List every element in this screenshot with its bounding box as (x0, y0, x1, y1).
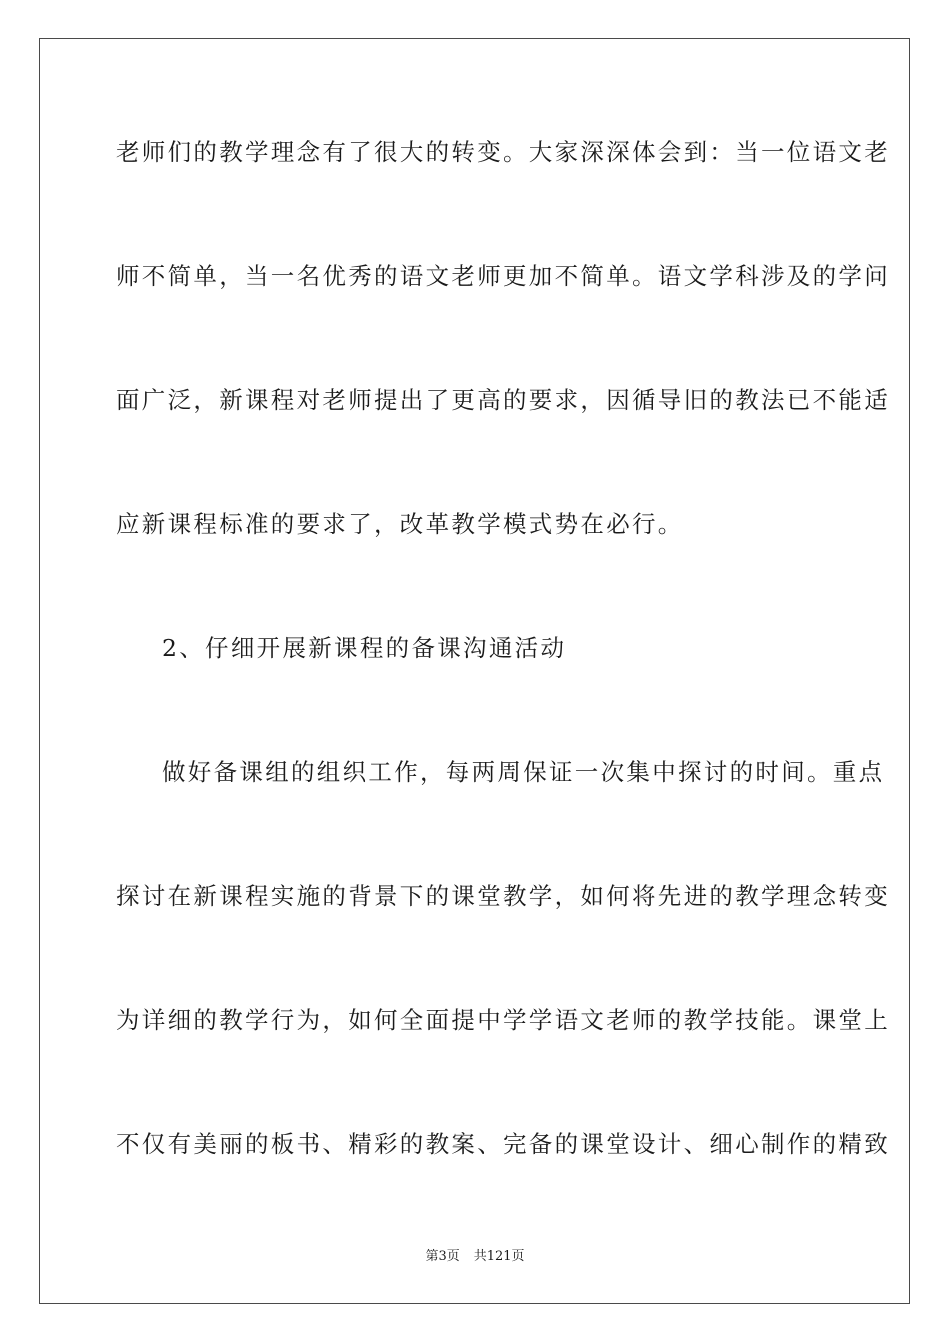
body-line-9: 不仅有美丽的板书、精彩的教案、完备的课堂设计、细心制作的精致 (116, 1130, 890, 1158)
body-line-8: 为详细的教学行为，如何全面提中学学语文老师的教学技能。课堂上 (116, 1006, 890, 1034)
page-border (39, 38, 910, 1304)
page-number: 第3页 (425, 1249, 460, 1264)
section-heading: 2、仔细开展新课程的备课沟通活动 (162, 634, 567, 662)
body-line-2: 师不简单，当一名优秀的语文老师更加不简单。语文学科涉及的学问 (116, 262, 890, 290)
body-line-4: 应新课程标准的要求了，改革教学模式势在必行。 (116, 510, 684, 538)
page-footer (0, 1248, 950, 1266)
body-line-6: 做好备课组的组织工作，每两周保证一次集中探讨的时间。重点 (162, 758, 885, 786)
body-line-7: 探讨在新课程实施的背景下的课堂教学，如何将先进的教学理念转变 (116, 882, 890, 910)
body-line-3: 面广泛，新课程对老师提出了更高的要求，因循导旧的教法已不能适 (116, 386, 890, 414)
total-pages: 共121页 (473, 1249, 525, 1264)
body-line-1: 老师们的教学理念有了很大的转变。大家深深体会到：当一位语文老 (116, 138, 890, 166)
